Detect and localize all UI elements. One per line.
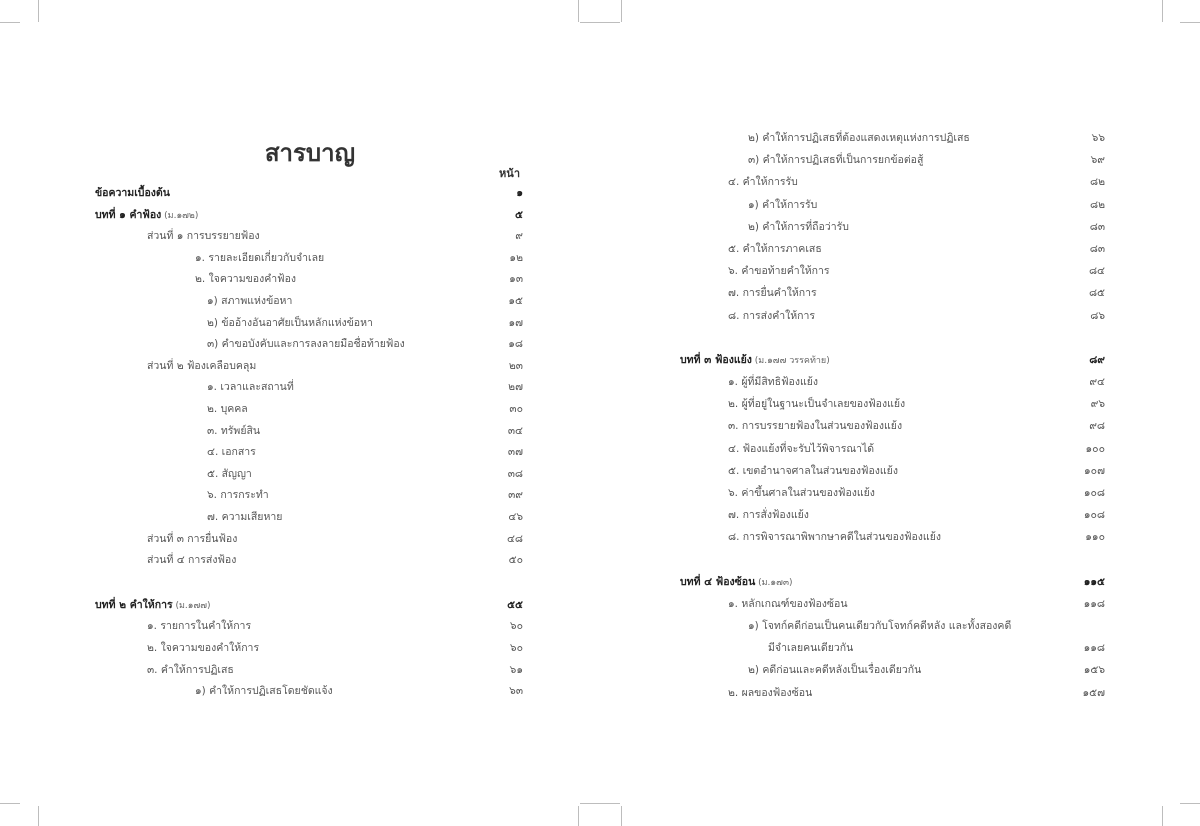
toc-entry-page-number: ๑๐๘: [1083, 509, 1105, 522]
toc-entry: [680, 461, 1105, 481]
toc-entry: [680, 217, 1105, 237]
toc-entry-title: [728, 505, 809, 525]
toc-entry: [680, 527, 1105, 547]
toc-entry-page-number: ๘๖: [1090, 309, 1105, 322]
toc-entry-text: ๔. ฟ้องแย้งที่จะรับไว้พิจารณาได้: [728, 442, 875, 455]
toc-entry-page-number: ๘๙: [1089, 353, 1105, 366]
toc-entry-text: ๑. รายละเอียดเกี่ยวกับจำเลย: [195, 251, 325, 264]
toc-entry-title: [728, 527, 941, 547]
toc-entry-title: [147, 226, 260, 246]
toc-entry: [680, 616, 1105, 636]
toc-entry-text: ส่วนที่ ๑ การบรรยายฟ้อง: [147, 230, 260, 243]
toc-entry: [95, 269, 523, 289]
toc-entry-text: ๓. คำให้การปฏิเสธ: [147, 663, 234, 676]
toc-entry-title: [728, 594, 848, 614]
toc-entry-text: บทที่ ๓ ฟ้องแย้ง: [680, 353, 752, 366]
toc-entry-text: ๒. บุคคล: [207, 403, 248, 415]
toc-entry-title: [748, 128, 970, 148]
toc-entry-text: ส่วนที่ ๒ ฟ้องเคลือบคลุม: [147, 359, 257, 372]
toc-entry-text: ส่วนที่ ๓ การยื่นฟ้อง: [147, 532, 238, 545]
toc-entry-title: [748, 195, 817, 215]
toc-entry-page-number: ๙๔: [1089, 376, 1105, 388]
toc-entry-section-ref: (ม.๑๗๗ วรรคท้าย): [751, 355, 830, 366]
toc-entry-title: [207, 464, 252, 484]
toc-entry-text: มีจำเลยคนเดียวกัน: [768, 642, 854, 655]
toc-entry-page-number: ๙๘: [1089, 420, 1105, 433]
toc-entry-page-number: ๑๑๘: [1083, 597, 1105, 610]
toc-entry-text: ๓) คำขอบังคับและการลงลายมือชื่อท้ายฟ้อง: [207, 338, 405, 351]
toc-entry: [95, 660, 523, 680]
toc-entry-title: [207, 485, 269, 505]
toc-entry-text: ๗. ความเสียหาย: [207, 511, 283, 523]
toc-entry: [95, 313, 523, 333]
toc-entry: [680, 261, 1105, 281]
toc-entry-title: [95, 183, 170, 203]
toc-entry-text: ๒. ผลของฟ้องซ้อน: [728, 686, 813, 699]
toc-entry-title: [207, 377, 294, 397]
toc-entry: [680, 306, 1105, 326]
toc-entry: [680, 128, 1105, 148]
toc-entry: [680, 394, 1105, 414]
toc-entry-section-ref: (ม.๑๗๓): [755, 577, 793, 588]
toc-entry-text: ๖. คำขอท้ายคำให้การ: [728, 265, 830, 278]
toc-entry-title: [95, 205, 198, 226]
toc-entry-page-number: ๓๐: [509, 403, 523, 415]
toc-entry-title: [195, 681, 333, 701]
toc-entry-text: ๖. ค่าขึ้นศาลในส่วนของฟ้องแย้ง: [728, 487, 875, 499]
toc-entry-title: [728, 394, 905, 414]
toc-entry-title: [748, 150, 923, 170]
toc-entry: [95, 681, 523, 701]
crop-mark: [578, 806, 579, 826]
toc-entry: [95, 377, 523, 397]
toc-entry-title: [728, 372, 818, 392]
toc-entry-text: ๒) คดีก่อนและคดีหลังเป็นเรื่องเดียวกัน: [748, 664, 922, 677]
toc-entry-title: [728, 483, 875, 503]
toc-entry-page-number: ๙: [515, 230, 523, 243]
toc-entry: [95, 399, 523, 419]
toc-entry-page-number: ๑๘: [508, 338, 523, 351]
toc-entry-text: ๒) คำให้การที่ถือว่ารับ: [748, 220, 849, 233]
toc-entry: [95, 226, 523, 246]
toc-entry: [680, 195, 1105, 215]
toc-entry: [680, 594, 1105, 614]
toc-entry-page-number: ๑๑๘: [1083, 642, 1105, 655]
toc-entry-text: ๑. รายการในคำให้การ: [147, 620, 252, 633]
toc-entry-page-number: ๘๓: [1089, 243, 1105, 255]
toc-chapter-entry: [95, 183, 523, 203]
toc-left-page: [95, 183, 523, 723]
toc-entry-text: ๓. ทรัพย์สิน: [207, 424, 261, 437]
toc-entry-title: [207, 291, 292, 311]
crop-mark: [621, 0, 622, 22]
toc-entry-text: ๘. การส่งคำให้การ: [728, 309, 816, 322]
toc-entry: [680, 283, 1105, 303]
toc-entry-page-number: ๕: [515, 208, 523, 221]
toc-entry: [95, 356, 523, 376]
toc-entry-title: [728, 261, 830, 281]
toc-chapter-entry: [95, 205, 523, 225]
toc-entry: [680, 638, 1105, 658]
toc-entry-text: ๒. ใจความของคำฟ้อง: [195, 273, 297, 286]
toc-entry-title: [207, 507, 282, 527]
toc-entry-text: ๒) คำให้การปฏิเสธที่ต้องแสดงเหตุแห่งการปฏิเสธ: [748, 132, 970, 144]
toc-entry-page-number: ๑: [516, 187, 523, 199]
toc-entry-text: ๒. ผู้ที่อยู่ในฐานะเป็นจำเลยของฟ้องแย้ง: [728, 398, 906, 411]
toc-entry-title: [728, 439, 874, 459]
toc-entry-page-number: ๑๐๗: [1084, 464, 1105, 477]
toc-entry-title: [147, 616, 251, 636]
toc-entry-page-number: ๒๗: [508, 381, 523, 394]
toc-entry-text: ๗. การยื่นคำให้การ: [728, 287, 817, 300]
toc-entry-page-number: ๖๐: [509, 620, 523, 633]
crop-mark: [1180, 22, 1200, 23]
toc-chapter-entry: [680, 350, 1105, 370]
toc-entry: [95, 507, 523, 527]
toc-entry-text: ๗. การสั่งฟ้องแย้ง: [728, 509, 809, 522]
toc-entry-title: [147, 529, 237, 549]
toc-entry-page-number: ๑๕๗: [1082, 686, 1105, 699]
toc-entry-page-number: ๓๗: [507, 446, 523, 459]
crop-mark: [580, 22, 620, 23]
crop-mark: [621, 806, 622, 826]
toc-entry-page-number: ๘๒: [1089, 198, 1105, 211]
toc-entry-page-number: ๖๓: [509, 685, 523, 698]
toc-entry: [95, 464, 523, 484]
toc-entry-title: [728, 306, 815, 326]
toc-entry-title: [147, 356, 256, 376]
toc-entry-text: ๓) คำให้การปฏิเสธที่เป็นการยกข้อต่อสู้: [748, 154, 924, 167]
toc-entry-text: ๑) คำให้การรับ: [748, 198, 818, 211]
crop-mark: [580, 803, 620, 804]
toc-entry-title: [768, 638, 853, 658]
toc-entry: [680, 416, 1105, 436]
page-column-label: หน้า: [499, 167, 520, 180]
page-title: สารบาญ: [264, 139, 356, 167]
toc-entry-title: [728, 461, 898, 481]
toc-entry: [95, 334, 523, 354]
toc-entry-title: [728, 172, 798, 192]
toc-entry-text: ๑) สภาพแห่งข้อหา: [207, 295, 293, 307]
toc-entry-text: ๒) ข้ออ้างอันอาศัยเป็นหลักแห่งข้อหา: [207, 316, 373, 329]
toc-entry-text: ๕. เขตอำนาจศาลในส่วนของฟ้องแย้ง: [728, 464, 898, 477]
toc-entry-text: ๑) คำให้การปฏิเสธโดยชัดแจ้ง: [195, 685, 333, 698]
toc-entry-title: [95, 595, 211, 616]
toc-entry-title: [207, 313, 373, 333]
toc-entry-page-number: ๔๘: [506, 532, 523, 545]
toc-entry-text: บทที่ ๑ คำฟ้อง: [95, 208, 162, 221]
toc-entry-title: [195, 248, 324, 268]
toc-entry-page-number: ๖๖: [1091, 132, 1105, 144]
crop-mark: [578, 0, 579, 22]
toc-entry-title: [748, 660, 921, 680]
toc-entry: [680, 172, 1105, 192]
toc-entry-title: [748, 217, 849, 237]
toc-entry-page-number: ๑๐๘: [1083, 487, 1105, 499]
toc-entry-text: ข้อความเบื้องต้น: [95, 187, 170, 199]
toc-entry: [680, 372, 1105, 392]
toc-entry-text: ๕. คำให้การภาคเสธ: [728, 243, 822, 255]
toc-entry-text: ๔. คำให้การรับ: [728, 176, 798, 189]
toc-entry-text: ๔. เอกสาร: [207, 446, 256, 459]
toc-entry-text: ๘. การพิจารณาพิพากษาคดีในส่วนของฟ้องแย้ง: [728, 531, 941, 544]
toc-entry-page-number: ๕๕: [507, 598, 523, 611]
toc-entry-title: [147, 660, 234, 680]
toc-entry-page-number: ๘๔: [1088, 265, 1105, 278]
toc-entry: [95, 638, 523, 658]
toc-chapter-entry: [680, 572, 1105, 592]
toc-entry: [95, 291, 523, 311]
toc-entry-page-number: ๙๖: [1090, 398, 1105, 411]
toc-entry: [95, 616, 523, 636]
toc-entry-text: ๓. การบรรยายฟ้องในส่วนของฟ้องแย้ง: [728, 420, 903, 433]
toc-entry-page-number: ๑๒: [509, 251, 523, 264]
toc-entry: [680, 660, 1105, 680]
crop-mark: [0, 22, 20, 23]
toc-entry-page-number: ๑๕: [508, 295, 523, 307]
toc-entry-page-number: ๓๙: [508, 489, 523, 502]
toc-entry-page-number: ๖๙: [1090, 154, 1105, 167]
crop-mark: [1180, 803, 1200, 804]
toc-entry-title: [748, 616, 1011, 636]
toc-entry-section-ref: (ม.๑๗๗): [172, 600, 211, 611]
toc-entry-title: [147, 550, 236, 570]
toc-entry-page-number: ๓๘: [507, 467, 523, 480]
crop-mark: [38, 0, 39, 22]
toc-entry-page-number: ๑๕๖: [1083, 664, 1105, 677]
toc-entry-title: [207, 399, 248, 419]
crop-mark: [38, 806, 39, 826]
toc-chapter-entry: [95, 595, 523, 615]
toc-entry-text: ๕. สัญญา: [207, 467, 252, 480]
toc-entry: [95, 529, 523, 549]
toc-entry-text: ๒. ใจความของคำให้การ: [147, 642, 260, 654]
crop-mark: [1162, 806, 1163, 826]
toc-entry: [680, 150, 1105, 170]
toc-entry-page-number: ๘๓: [1089, 220, 1105, 233]
toc-entry-page-number: ๑๑๐: [1085, 531, 1105, 544]
toc-entry: [95, 550, 523, 570]
toc-entry-title: [728, 416, 902, 436]
toc-entry-title: [207, 334, 405, 354]
toc-entry-text: ๑) โจทก์คดีก่อนเป็นคนเดียวกับโจทก์คดีหลัง และทั้งสองคดี: [748, 620, 1012, 632]
toc-entry-page-number: ๑๑๕: [1083, 575, 1105, 588]
crop-mark: [1162, 0, 1163, 22]
toc-entry-title: [680, 350, 830, 371]
toc-entry-page-number: ๑๐๐: [1085, 442, 1105, 455]
toc-entry: [95, 248, 523, 268]
toc-entry-page-number: ๑๓: [509, 273, 523, 286]
toc-entry-title: [207, 442, 256, 462]
toc-entry-text: บทที่ ๒ คำให้การ: [95, 598, 173, 611]
toc-entry-page-number: ๒๓: [508, 359, 523, 372]
toc-entry: [680, 683, 1105, 703]
toc-entry: [95, 485, 523, 505]
toc-entry-text: บทที่ ๔ ฟ้องซ้อน: [680, 575, 756, 588]
toc-entry-page-number: ๘๒: [1089, 176, 1105, 189]
toc-entry-page-number: ๕๐: [508, 554, 523, 567]
toc-entry: [680, 239, 1105, 259]
toc-right-page: [680, 128, 1105, 718]
toc-entry: [95, 442, 523, 462]
toc-entry: [680, 483, 1105, 503]
toc-entry-section-ref: (ม.๑๗๒): [161, 210, 199, 221]
toc-entry-title: [728, 683, 812, 703]
toc-entry-title: [680, 572, 793, 593]
toc-entry-page-number: ๔๖: [508, 511, 523, 523]
toc-entry: [680, 505, 1105, 525]
toc-entry-text: ๖. การกระทำ: [207, 489, 269, 502]
toc-entry-page-number: ๓๔: [507, 424, 523, 437]
toc-entry-page-number: ๖๐: [509, 642, 523, 654]
toc-entry-title: [728, 283, 817, 303]
toc-entry-title: [728, 239, 822, 259]
toc-entry-page-number: ๑๗: [508, 316, 523, 329]
crop-mark: [0, 803, 20, 804]
toc-entry: [680, 439, 1105, 459]
toc-entry: [95, 421, 523, 441]
toc-entry-page-number: ๖๑: [509, 663, 523, 676]
toc-entry-text: ๑. หลักเกณฑ์ของฟ้องซ้อน: [728, 597, 848, 610]
toc-entry-title: [195, 269, 296, 289]
toc-entry-text: ๑. เวลาและสถานที่: [207, 381, 294, 394]
toc-entry-title: [147, 638, 259, 658]
toc-entry-text: ส่วนที่ ๔ การส่งฟ้อง: [147, 554, 237, 567]
toc-entry-title: [207, 421, 260, 441]
toc-entry-text: ๑. ผู้ที่มีสิทธิฟ้องแย้ง: [728, 376, 818, 388]
toc-entry-page-number: ๘๕: [1088, 287, 1105, 300]
